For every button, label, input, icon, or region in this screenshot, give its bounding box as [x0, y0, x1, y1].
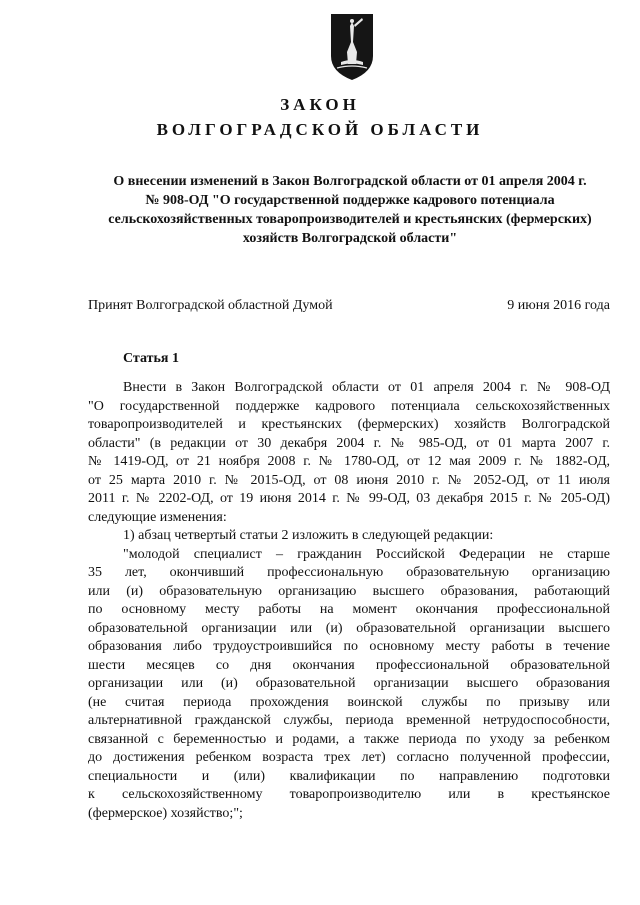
quote-line: (не считая периода прохождения воинской службы по призыву или — [88, 694, 610, 710]
quote-line: 35 лет, окончивший профессиональную образовательную организацию — [88, 565, 610, 580]
adoption-date: 9 июня 2016 года — [507, 298, 610, 313]
text-line: области" (в редакции от 30 декабря 2004 г. № 985-ОД, от 01 марта 2007 г. — [88, 435, 610, 451]
quote-line: образования либо трудоустроившийся по основному месту работы в течение — [88, 639, 610, 654]
amendment-item: 1) абзац четвертый статьи 2 изложить в следующей редакции: — [123, 528, 494, 543]
quote-line: или (и) образовательную организацию высшего образования, работающий — [88, 583, 610, 599]
subject-line: хозяйств Волгоградской области" — [242, 231, 458, 246]
quote-line: "молодой специалист – гражданин Российской Федерации не старше — [123, 546, 610, 562]
quote-line: (фермерское) хозяйство;"; — [88, 805, 243, 821]
quote-line: связанной с беременностью и родами, а также периода по уходу за ребенком — [88, 731, 610, 747]
law-subject — [60, 172, 640, 248]
quote-line: до достижения ребенком возраста трех лет) согласно полученной профессии, — [88, 750, 610, 765]
text-line: от 25 марта 2010 г. № 2015-ОД, от 08 июня 2010 г. № 2052-ОД, от 11 июля — [88, 472, 610, 488]
subject-line: № 908-ОД "О государственной поддержке кадрового потенциала — [145, 193, 555, 208]
text-line: Внести в Закон Волгоградской области от 01 апреля 2004 г. № 908-ОД — [123, 380, 610, 395]
law-title: ЗАКОН — [280, 95, 360, 114]
region-title: ВОЛГОГРАДСКОЙ ОБЛАСТИ — [156, 120, 484, 139]
text-line: 2011 г. № 2202-ОД, от 19 июня 2014 г. № 99-ОД, 03 декабря 2015 г. № 205-ОД) — [88, 491, 610, 506]
quote-line: организации или (и) образовательной организации высшего образования — [88, 676, 610, 691]
article-heading: Статья 1 — [123, 351, 179, 366]
text-line: "О государственной поддержке кадрового потенциала сельскохозяйственных — [88, 398, 610, 414]
article-body — [88, 379, 610, 823]
coat-of-arms-icon — [329, 12, 375, 82]
adoption-row — [88, 296, 610, 315]
quote-line: шести месяцев со дня окончания профессиональной образовательной — [88, 657, 610, 673]
quote-line: альтернативной гражданской службы, периода временной нетрудоспособности, — [88, 713, 610, 728]
quote-line: к сельскохозяйственному товаропроизводителю или в крестьянское — [88, 787, 610, 802]
text-line: следующие изменения: — [88, 509, 227, 525]
subject-line: сельскохозяйственных товаропроизводителей и крестьянских (фермерских) — [108, 212, 592, 227]
adopting-body: Принят Волгоградской областной Думой — [88, 298, 333, 313]
text-line: товаропроизводителей и крестьянских (фермерских) хозяйств Волгоградской — [88, 417, 610, 432]
quote-line: по основному месту работы на момент окончания профессиональной — [88, 602, 610, 617]
quote-line: специальности и (или) квалификации по направлению подготовки — [88, 768, 610, 784]
text-line: № 1419-ОД, от 21 ноября 2008 г. № 1780-ОД, от 12 мая 2009 г. № 1882-ОД, — [88, 454, 610, 469]
quote-line: образовательной организации или (и) образовательной организации высшего — [88, 620, 610, 636]
subject-line: О внесении изменений в Закон Волгоградской области от 01 апреля 2004 г. — [113, 174, 587, 189]
